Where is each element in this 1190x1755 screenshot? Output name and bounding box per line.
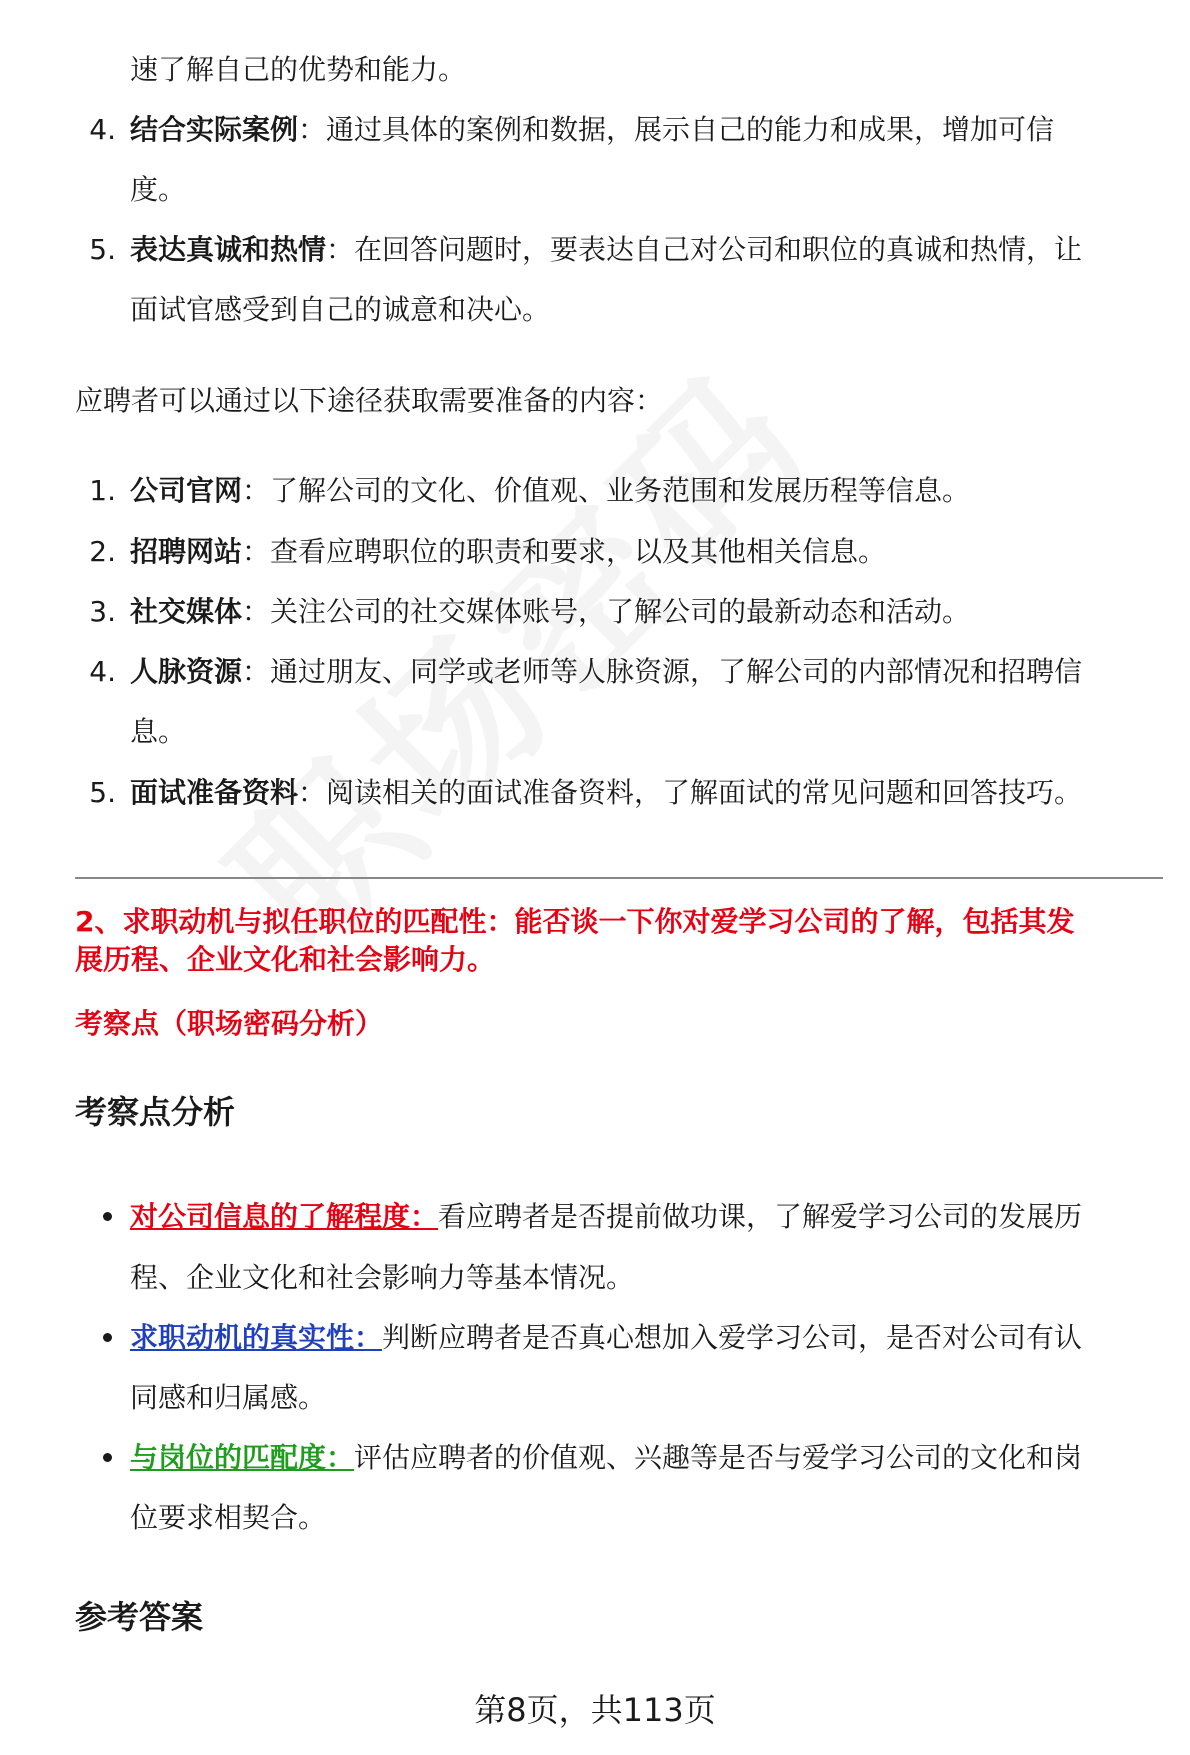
list-item-line bbox=[130, 773, 1082, 813]
exam-point-label: 考察点（职场密码分析） bbox=[75, 1007, 384, 1040]
list-item-text: ：在回答问题时，要表达自己对公司和职位的真诚和热情，让 bbox=[326, 233, 1083, 266]
list-number: 1. bbox=[89, 474, 116, 507]
list-number: 3. bbox=[89, 595, 116, 628]
list-item-line bbox=[130, 652, 1082, 692]
list-item-title: 招聘网站 bbox=[130, 535, 243, 568]
list-item-title: 人脉资源 bbox=[130, 655, 243, 688]
sources-intro: 应聘者可以通过以下途径获取需要准备的内容： bbox=[75, 384, 664, 417]
list-item-line bbox=[130, 532, 886, 572]
list-item-continuation: 度。 bbox=[130, 173, 187, 206]
bullet-dot bbox=[103, 1453, 112, 1462]
list-item-line bbox=[130, 1438, 1082, 1478]
answer-heading: 参考答案 bbox=[75, 1598, 204, 1636]
analysis-link-motivation[interactable]: 求职动机的真实性： bbox=[130, 1321, 383, 1354]
bullet-dot bbox=[103, 1212, 112, 1221]
continuation-text: 速了解自己的优势和能力。 bbox=[130, 53, 467, 86]
list-item-text: ：通过具体的案例和数据，展示自己的能力和成果，增加可信 bbox=[298, 113, 1055, 146]
list-number: 4. bbox=[89, 113, 116, 146]
list-item-line bbox=[130, 110, 1054, 150]
question-title-line1: 2、求职动机与拟任职位的匹配性：能否谈一下你对爱学习公司的了解，包括其发 bbox=[75, 905, 1075, 938]
list-number: 2. bbox=[89, 535, 116, 568]
list-number: 5. bbox=[89, 233, 116, 266]
list-item-text: 看应聘者是否提前做功课，了解爱学习公司的发展历 bbox=[438, 1200, 1083, 1233]
list-number: 4. bbox=[89, 655, 116, 688]
list-item-line bbox=[130, 1197, 1082, 1237]
list-item-title: 公司官网 bbox=[130, 474, 243, 507]
analysis-link-fit[interactable]: 与岗位的匹配度： bbox=[130, 1441, 355, 1474]
list-item-text: ：关注公司的社交媒体账号，了解公司的最新动态和活动。 bbox=[242, 595, 971, 628]
analysis-heading: 考察点分析 bbox=[75, 1093, 236, 1131]
list-item-line bbox=[130, 592, 970, 632]
list-item-text: ：阅读相关的面试准备资料，了解面试的常见问题和回答技巧。 bbox=[298, 776, 1083, 809]
list-item-continuation: 位要求相契合。 bbox=[130, 1501, 327, 1534]
section-divider bbox=[75, 877, 1163, 879]
list-item-continuation: 同感和归属感。 bbox=[130, 1381, 327, 1414]
bullet-dot bbox=[103, 1333, 112, 1342]
analysis-link-knowledge[interactable]: 对公司信息的了解程度： bbox=[130, 1200, 439, 1233]
list-item-continuation: 程、企业文化和社会影响力等基本情况。 bbox=[130, 1261, 635, 1294]
list-item-text: ：了解公司的文化、价值观、业务范围和发展历程等信息。 bbox=[242, 474, 971, 507]
list-item-title: 结合实际案例 bbox=[130, 113, 299, 146]
list-item-title: 表达真诚和热情 bbox=[130, 233, 327, 266]
list-item-text: 判断应聘者是否真心想加入爱学习公司，是否对公司有认 bbox=[382, 1321, 1083, 1354]
question-title-line2: 展历程、企业文化和社会影响力。 bbox=[75, 943, 496, 976]
list-item-continuation: 息。 bbox=[130, 715, 187, 748]
list-item-line bbox=[130, 471, 970, 511]
list-item-title: 社交媒体 bbox=[130, 595, 243, 628]
list-item-text: ：查看应聘职位的职责和要求，以及其他相关信息。 bbox=[242, 535, 887, 568]
list-item-title: 面试准备资料 bbox=[130, 776, 299, 809]
list-item-line bbox=[130, 230, 1082, 270]
list-item-text: 评估应聘者的价值观、兴趣等是否与爱学习公司的文化和岗 bbox=[354, 1441, 1083, 1474]
page-footer: 第8页，共113页 bbox=[474, 1691, 716, 1729]
list-item-text: ：通过朋友、同学或老师等人脉资源，了解公司的内部情况和招聘信 bbox=[242, 655, 1083, 688]
list-item-continuation: 面试官感受到自己的诚意和决心。 bbox=[130, 293, 551, 326]
list-item-line bbox=[130, 1318, 1082, 1358]
list-number: 5. bbox=[89, 776, 116, 809]
